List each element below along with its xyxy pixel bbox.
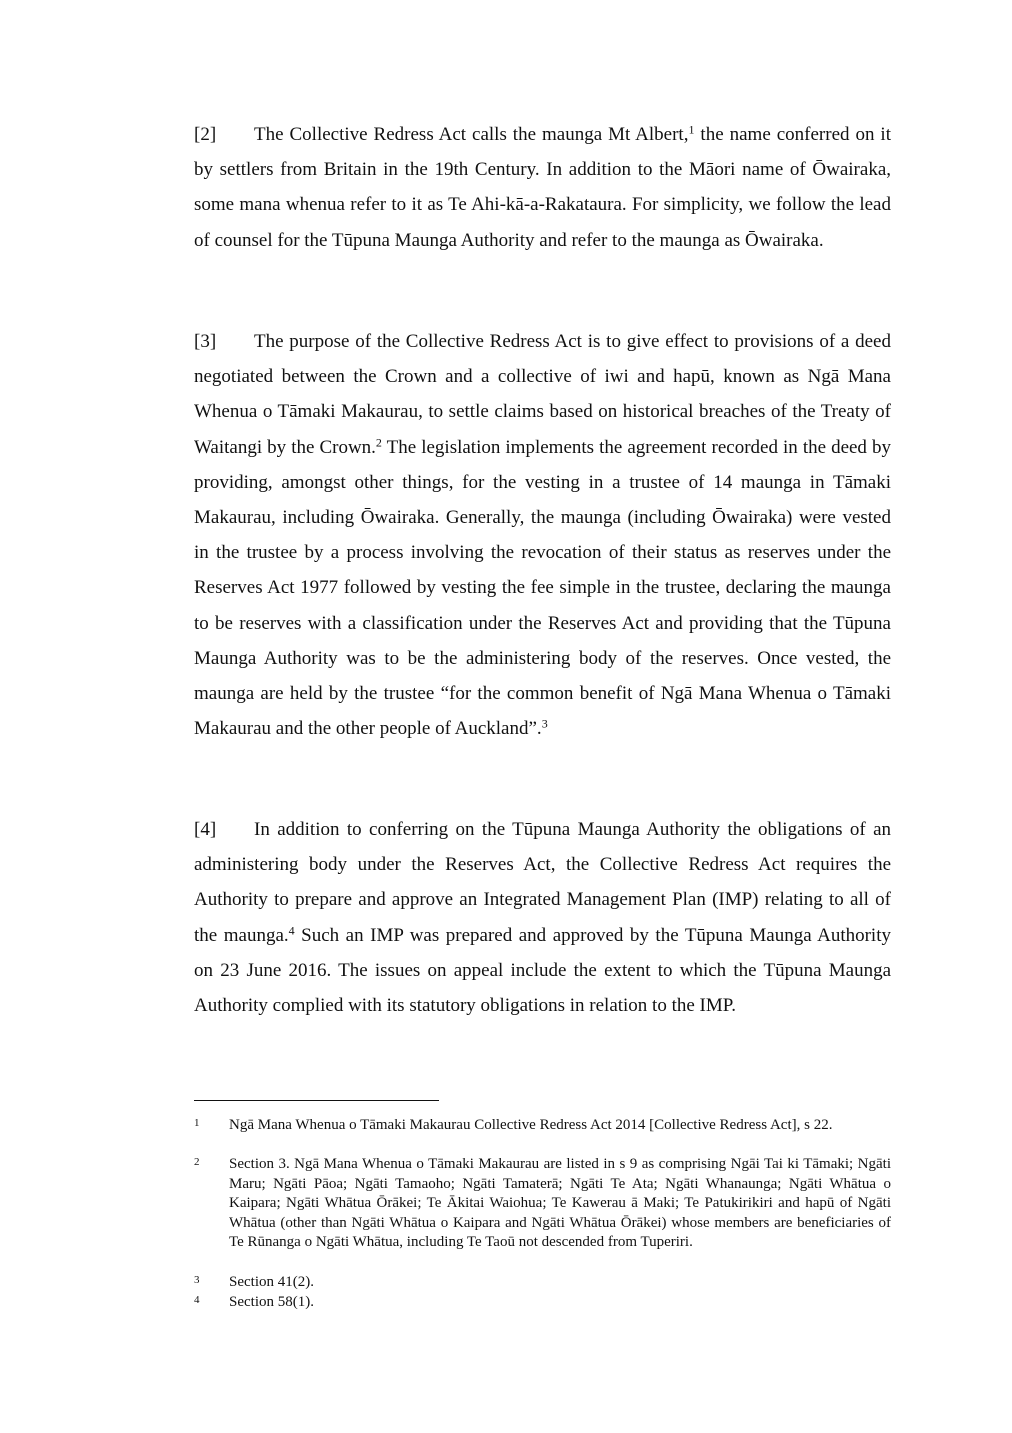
footnote-divider <box>194 1100 439 1101</box>
footnote-number: 4 <box>194 1294 200 1306</box>
footnote-1 <box>194 1116 891 1136</box>
paragraph-3 <box>194 324 891 746</box>
footnote-reference[interactable]: 2 <box>375 435 382 450</box>
paragraph-4 <box>194 812 891 1023</box>
footnote-4 <box>194 1293 891 1313</box>
footnote-reference[interactable]: 1 <box>688 122 695 137</box>
paragraph-text: In addition to conferring on the Tūpuna Maunga Authority the obligations of an administering body under the Reserves Act, the Collective Redress Act requires the Authority to prepare and approve an Integrated Management Plan (IMP) relating to all of the maunga. <box>194 819 891 946</box>
footnote-text: Section 3. Ngā Mana Whenua o Tāmaki Makaurau are listed in s 9 as comprising Ngāi Tai ki Tāmaki; Ngāti Maru; Ngāti Pāoa; Ngāti Tamaoho; Ngāti Tamaterā; Ngāti Te Ata; Ngāti Whanaunga; Ngāti Whātua o Kaipara; Ngāti Whātua Ōrākei; Te Ākitai Waiohua; Te Kawerau ā Maki; Te Patukirikiri and hapū of Ngāti Whātua (other than Ngāti Whātua o Kaipara and Ngāti Whātua Ōrākei) whose members are beneficiaries of Te Rūnanga o Ngāti Whātua, including Te Taoū not descended from Tuperiri. <box>229 1156 891 1251</box>
paragraph-number: [2] <box>194 124 217 145</box>
footnote-3 <box>194 1273 891 1293</box>
paragraph-text: The Collective Redress Act calls the maunga Mt Albert, <box>254 124 689 145</box>
footnote-number: 1 <box>194 1117 200 1129</box>
footnote-reference[interactable]: 4 <box>288 923 295 938</box>
paragraph-text: The purpose of the Collective Redress Act is to give effect to provisions of a deed negotiated between the Crown and a collective of iwi and hapū, known as Ngā Mana Whenua o Tāmaki Makaurau, to settle claims based on historical breaches of the Treaty of Waitangi by the Crown. <box>194 331 891 458</box>
footnote-text: Section 41(2). <box>229 1274 314 1290</box>
footnote-reference[interactable]: 3 <box>541 716 548 731</box>
paragraph-text: the name conferred on it by settlers from Britain in the 19th Century. In addition to the Māori name of Ōwairaka, some mana whenua refer to it as Te Ahi-kā-a-Rakataura. For simplicity, we follow the lead of counsel for the Tūpuna Maunga Authority and refer to the maunga as Ōwairaka. <box>194 124 891 251</box>
footnote-2 <box>194 1155 891 1253</box>
paragraph-2 <box>194 117 891 258</box>
footnote-number: 2 <box>194 1156 200 1168</box>
footnote-number: 3 <box>194 1274 200 1286</box>
paragraph-text: The legislation implements the agreement recorded in the deed by providing, amongst other things, for the vesting in a trustee of 14 maunga in Tāmaki Makaurau, including Ōwairaka. Generally, the maunga (including Ōwairaka) were vested in the trustee by a process involving the revocation of their status as reserves under the Reserves Act 1977 followed by vesting the fee simple in the trustee, declaring the maunga to be reserves with a classification under the Reserves Act and providing that the Tūpuna Maunga Authority was to be the administering body of the reserves. Once vested, the maunga are held by the trustee “for the common benefit of Ngā Mana Whenua o Tāmaki Makaurau and the other people of Auckland”. <box>194 436 891 740</box>
footnote-text: Section 58(1). <box>229 1294 314 1310</box>
paragraph-number: [3] <box>194 331 217 352</box>
paragraph-text: Such an IMP was prepared and approved by the Tūpuna Maunga Authority on 23 June 2016. The issues on appeal include the extent to which the Tūpuna Maunga Authority complied with its statutory obligations in relation to the IMP. <box>194 924 891 1017</box>
paragraph-number: [4] <box>194 819 217 840</box>
footnote-text: Ngā Mana Whenua o Tāmaki Makaurau Collective Redress Act 2014 [Collective Redress Act], s 22. <box>229 1117 833 1133</box>
